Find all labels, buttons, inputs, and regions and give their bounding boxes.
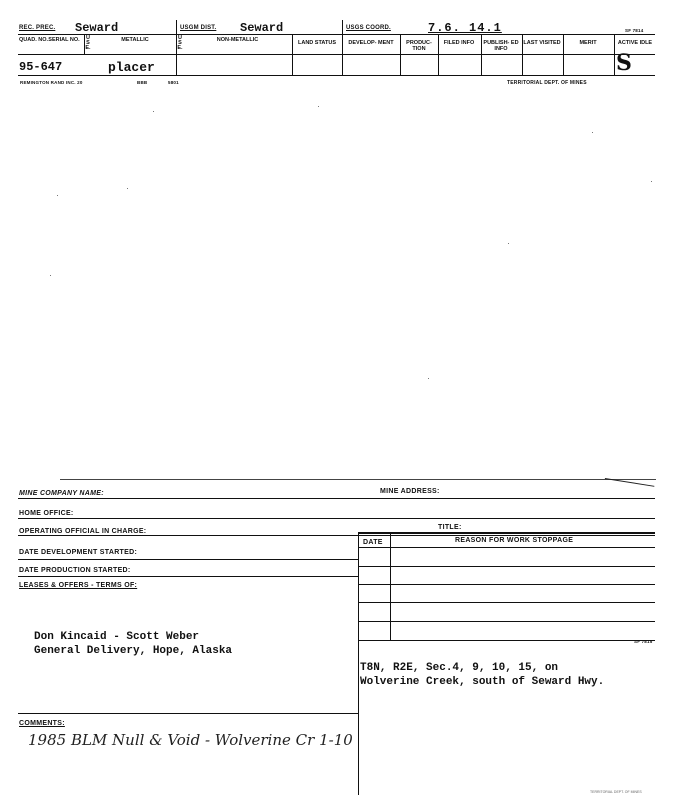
location-line-2: Wolverine Creek, south of Seward Hwy. xyxy=(360,676,605,688)
col-filed-info: FILED INFO xyxy=(443,40,475,46)
production-started-label: DATE PRODUCTION STARTED: xyxy=(19,567,131,574)
leases-label: LEASES & OFFERS - TERMS OF: xyxy=(19,582,138,589)
rec-prec-label: REC. PREC. xyxy=(19,25,56,31)
form-number-top: SF 7814 xyxy=(625,28,644,33)
col-published-info: PUBLISH- ED INFO xyxy=(483,40,519,52)
active-checkmark: S xyxy=(616,50,632,76)
col-production: PRODUC- TION xyxy=(406,40,432,52)
metallic-value: placer xyxy=(108,60,155,75)
title-label: TITLE: xyxy=(438,524,462,531)
usgs-dist-value: Seward xyxy=(240,21,284,35)
footer-printer: REMINGTON RAND INC. 20 xyxy=(20,80,83,85)
form-number-bottom: SF 7815 xyxy=(634,639,653,644)
col-active-idle: ACTIVE IDLE xyxy=(617,40,653,46)
footer-department: TERRITORIAL DEPT. OF MINES xyxy=(507,80,587,86)
usgs-coord-value: 7.6. 14.1 xyxy=(428,21,502,35)
home-office-label: HOME OFFICE: xyxy=(19,510,74,517)
col-merit: MERIT xyxy=(579,40,597,46)
date-column-header: DATE xyxy=(363,539,383,546)
owner-names: Don Kincaid - Scott Weber xyxy=(34,631,200,643)
operating-official-label: OPERATING OFFICIAL IN CHARGE: xyxy=(19,528,147,535)
comments-label: COMMENTS: xyxy=(19,720,65,727)
col-use-1: U S E. xyxy=(85,35,91,51)
mine-address-label: MINE ADDRESS: xyxy=(380,488,440,495)
col-development: DEVELOP- MENT xyxy=(348,40,394,46)
col-last-visited: LAST VISITED xyxy=(523,40,561,46)
owner-address: General Delivery, Hope, Alaska xyxy=(34,645,233,657)
usgs-dist-label: USGM DIST. xyxy=(180,25,217,31)
development-started-label: DATE DEVELOPMENT STARTED: xyxy=(19,549,138,556)
col-use-2: U S E. xyxy=(177,35,183,51)
col-land-status: LAND STATUS xyxy=(298,40,336,46)
corner-note: TERRITORIAL DEPT. OF MINES xyxy=(590,790,642,794)
col-metallic: METALLIC xyxy=(121,37,149,43)
usgs-coord-label: USGS COORD. xyxy=(346,25,391,31)
handwritten-comment: 1985 BLM Null & Void - Wolverine Cr 1-10 xyxy=(28,731,353,749)
serial-value: 95-647 xyxy=(19,60,63,74)
location-line-1: T8N, R2E, Sec.4, 9, 10, 15, on xyxy=(360,662,559,674)
col-quad-no: QUAD. NO. xyxy=(19,37,49,43)
footer-code-2: 5801 xyxy=(168,80,179,85)
mine-company-label: MINE COMPANY NAME: xyxy=(19,490,104,497)
reason-column-header: REASON FOR WORK STOPPAGE xyxy=(455,537,574,544)
col-serial-no: SERIAL NO. xyxy=(48,37,80,43)
col-non-metallic: NON-METALLIC xyxy=(216,37,259,43)
footer-code-1: BBB xyxy=(137,80,148,85)
rec-prec-value: Seward xyxy=(75,21,119,35)
